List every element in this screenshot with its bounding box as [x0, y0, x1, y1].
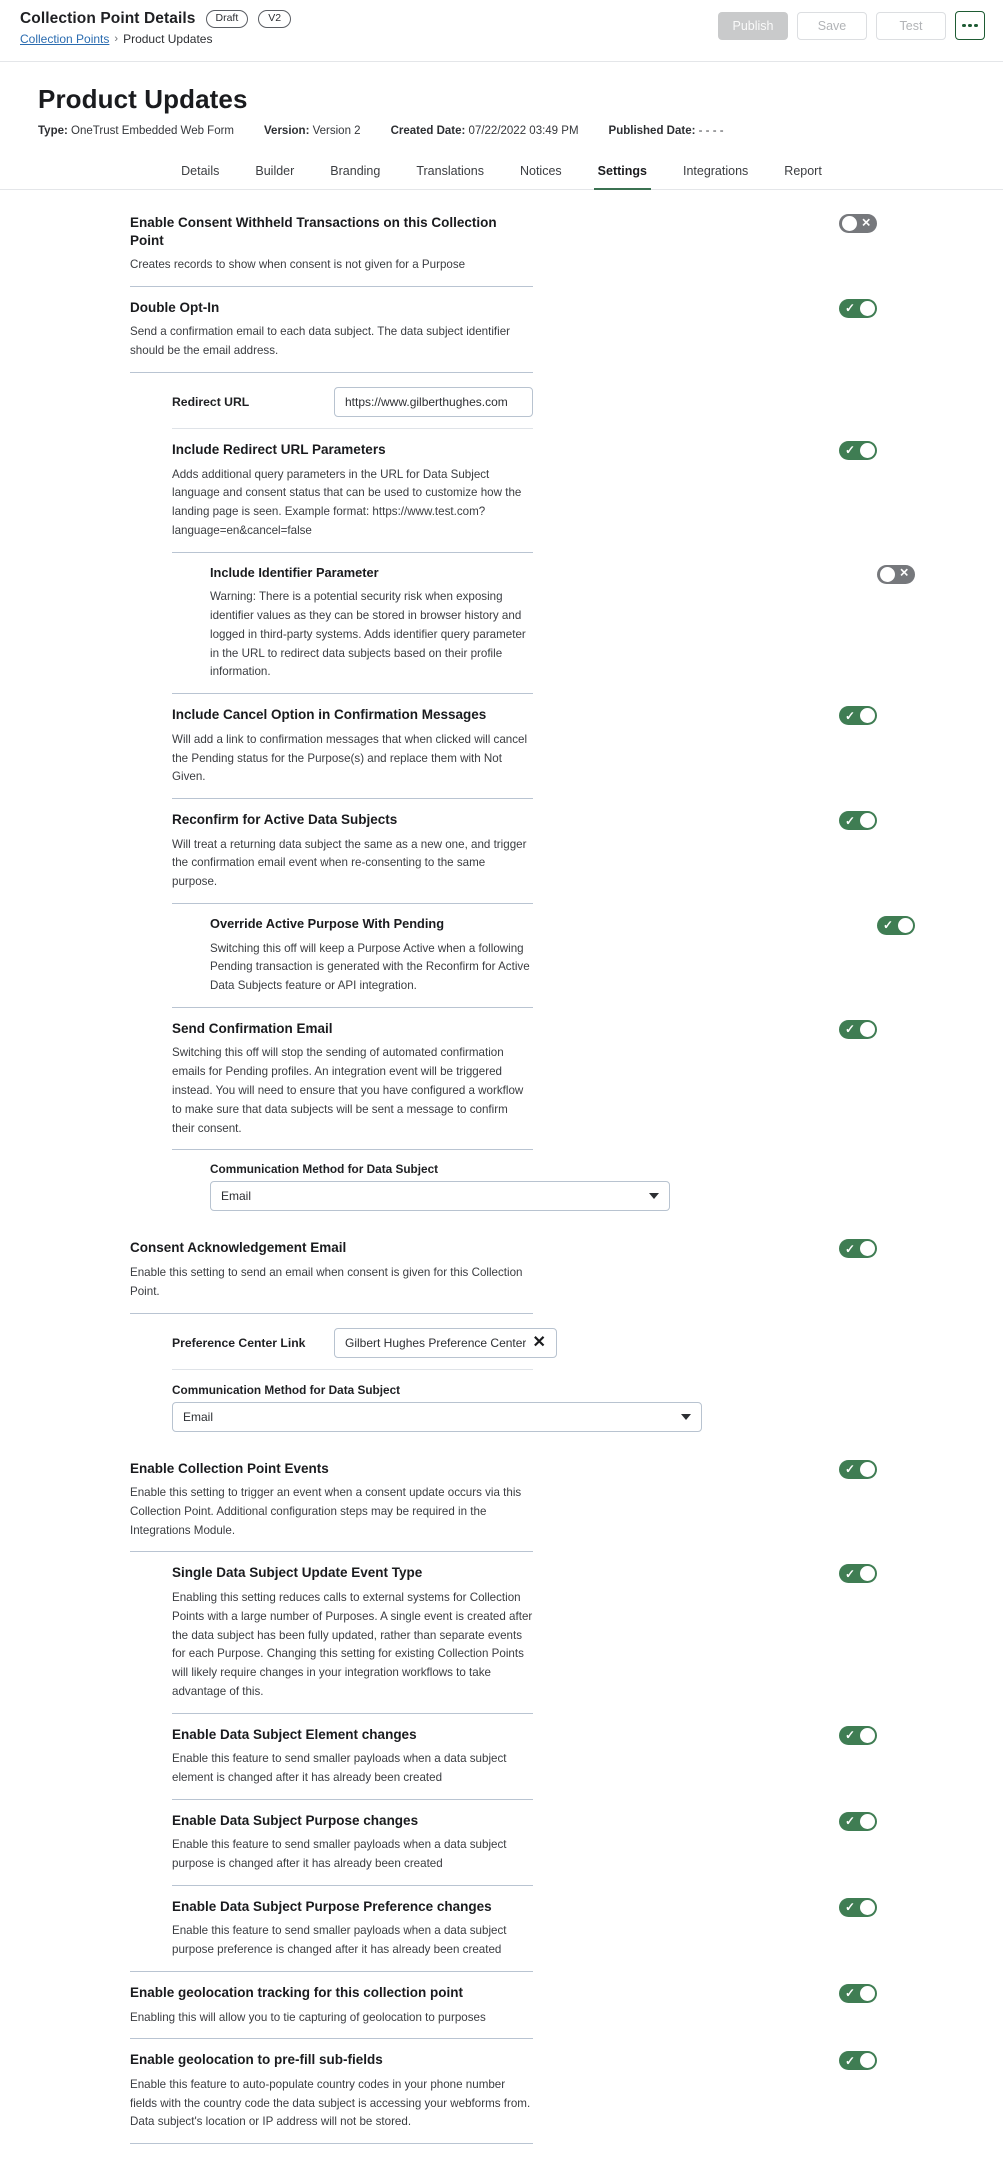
meta-type-label: Type: — [38, 125, 68, 137]
toggle-enable-geolocation-tracking[interactable] — [839, 1984, 877, 2003]
divider — [130, 286, 533, 287]
kebab-dot-icon — [974, 24, 978, 28]
setting-description: Enabling this setting reduces calls to external systems for Collection Points with a large number of Purposes. A single event is created after the data subject has been fully updated, rather than separate events for each Purpose. Changing this setting for existing Collection Points will likely require changes in your integration workflows to take advantage of this. — [172, 1590, 533, 1698]
page-metadata-row — [38, 125, 1003, 137]
toggle-knob-icon — [860, 1462, 875, 1477]
toggle-knob-icon — [860, 708, 875, 723]
setting-reconfirm-active-data-subjects — [172, 811, 856, 904]
setting-description: Enable this feature to send smaller payloads when a data subject purpose preference is changed after it has already been created — [172, 1924, 507, 1957]
setting-title: Send Confirmation Email — [172, 1020, 333, 1036]
setting-description: Send a confirmation email to each data subject. The data subject identifier should be the email address. — [130, 325, 511, 358]
toggle-enable-collection-point-events[interactable] — [839, 1460, 877, 1479]
setting-enable-data-subject-purpose-changes — [172, 1812, 856, 1886]
toggle-include-redirect-params[interactable] — [839, 441, 877, 460]
setting-enable-data-subject-purpose-preference-changes — [172, 1898, 856, 1972]
setting-title: Enable geolocation tracking for this collection point — [130, 1984, 464, 2000]
preference-center-link-input[interactable] — [334, 1328, 557, 1358]
top-bar-actions — [718, 11, 985, 40]
breadcrumb-separator-icon: › — [114, 33, 119, 46]
setting-double-opt-in — [130, 299, 856, 373]
toggle-check-icon: ✓ — [845, 813, 856, 828]
divider — [172, 798, 533, 799]
setting-single-data-subject-update-event-type — [172, 1564, 856, 1713]
communication-method-label: Communication Method for Data Subject — [172, 1382, 401, 1397]
toggle-knob-icon — [880, 567, 895, 582]
meta-type — [38, 125, 234, 137]
setting-include-redirect-params — [172, 441, 856, 553]
setting-description: Enable this feature to send smaller payloads when a data subject purpose is changed after it has already been created — [172, 1838, 507, 1871]
setting-enable-geolocation-prefill — [130, 2051, 856, 2144]
toggle-enable-data-subject-element-changes[interactable] — [839, 1726, 877, 1745]
tab-integrations[interactable]: Integrations — [682, 164, 749, 178]
divider — [130, 1971, 533, 1972]
setting-title: Single Data Subject Update Event Type — [172, 1565, 423, 1581]
divider — [172, 1369, 533, 1370]
toggle-double-opt-in[interactable] — [839, 299, 877, 318]
toggle-include-identifier-param[interactable] — [877, 565, 915, 584]
tab-notices[interactable]: Notices — [519, 164, 562, 178]
kebab-dot-icon — [962, 24, 966, 28]
page-title: Product Updates — [38, 84, 248, 114]
toggle-check-icon: ✓ — [845, 443, 856, 458]
clear-icon[interactable]: ✕ — [532, 1333, 546, 1351]
chevron-down-icon[interactable] — [681, 1414, 691, 1420]
divider — [130, 2143, 533, 2144]
toggle-knob-icon — [860, 1814, 875, 1829]
toggle-check-icon: ✓ — [845, 1728, 856, 1743]
setting-consent-withheld — [130, 214, 871, 287]
setting-description: Will add a link to confirmation messages that when clicked will cancel the Pending status for the Purpose(s) and replace them with Not Given. — [172, 732, 528, 784]
setting-description: Enable this feature to auto-populate country codes in your phone number fields with the country code the data subject is accessing your webforms from. Data subject's location or IP address will not be stored. — [130, 2077, 531, 2129]
setting-description: Warning: There is a potential security risk when exposing identifier values as they can be stored in browser history and logged in third-party systems. Adds identifier query parameter in the URL to redirect data subjects based on their profile information. — [210, 590, 526, 679]
divider — [172, 693, 533, 694]
toggle-cross-icon: ✕ — [899, 567, 909, 580]
kebab-dot-icon — [968, 24, 972, 28]
setting-title: Include Redirect URL Parameters — [172, 441, 386, 457]
toggle-consent-acknowledgement-email[interactable] — [839, 1239, 877, 1258]
communication-method-select[interactable] — [172, 1402, 702, 1432]
toggle-knob-icon — [860, 1986, 875, 2001]
divider — [130, 1551, 533, 1552]
field-preference-center-link — [172, 1328, 546, 1370]
toggle-check-icon: ✓ — [845, 2053, 856, 2068]
test-button[interactable]: Test — [876, 12, 946, 40]
divider — [172, 552, 533, 553]
toggle-knob-icon — [860, 2053, 875, 2068]
divider — [172, 1713, 533, 1714]
more-options-button[interactable] — [955, 11, 985, 40]
setting-title: Reconfirm for Active Data Subjects — [172, 812, 398, 828]
toggle-check-icon: ✓ — [845, 1900, 856, 1915]
tab-bar — [0, 155, 1003, 190]
meta-version — [264, 125, 361, 137]
toggle-include-cancel-option[interactable] — [839, 706, 877, 725]
settings-panel — [0, 190, 1003, 2164]
toggle-check-icon: ✓ — [845, 301, 856, 316]
communication-method-select[interactable] — [210, 1181, 670, 1211]
field-redirect-url — [172, 387, 533, 429]
setting-description: Enabling this will allow you to tie capturing of geolocation to purposes — [130, 2010, 486, 2024]
setting-include-identifier-param — [210, 564, 909, 695]
setting-enable-collection-point-events — [130, 1460, 856, 1553]
field-communication-method-2 — [172, 1383, 533, 1438]
toggle-check-icon: ✓ — [845, 1241, 856, 1256]
toggle-enable-data-subject-purpose-preference-changes[interactable] — [839, 1898, 877, 1917]
toggle-knob-icon — [842, 216, 857, 231]
tab-details[interactable]: Details — [181, 164, 220, 178]
top-bar — [0, 0, 1003, 62]
tab-settings[interactable]: Settings — [580, 155, 665, 189]
toggle-knob-icon — [860, 1900, 875, 1915]
redirect-url-input[interactable] — [334, 387, 533, 417]
setting-description: Enable this setting to trigger an event when a consent update occurs via this Collection Point. Additional configuration steps may be required in the Integrations Module. — [130, 1486, 522, 1537]
setting-description: Enable this setting to send an email when consent is given for this Collection Point. — [130, 1265, 523, 1298]
meta-version-value: Version 2 — [312, 125, 361, 137]
meta-published-date — [609, 125, 724, 137]
toggle-consent-withheld[interactable] — [839, 214, 877, 233]
meta-type-value: OneTrust Embedded Web Form — [71, 125, 235, 137]
meta-published-date-value: - - - - — [698, 125, 724, 137]
meta-created-date-value: 07/22/2022 03:49 PM — [468, 125, 579, 137]
communication-method-value: Email — [221, 1189, 252, 1204]
meta-version-label: Version: — [264, 125, 310, 137]
setting-description: Switching this off will stop the sending of automated confirmation emails for Pending profiles. An integration event will be triggered instead. You will need to ensure that you have configured a workflow to make sure that data subjects will be sent a message to confirm their consent. — [172, 1046, 524, 1135]
setting-description: Creates records to show when consent is not given for a Purpose — [130, 258, 466, 272]
version-badge: V2 — [258, 10, 291, 28]
toggle-check-icon: ✓ — [883, 918, 894, 933]
page-header-title: Collection Point Details — [20, 10, 196, 28]
toggle-knob-icon — [860, 813, 875, 828]
meta-created-date — [391, 125, 579, 137]
setting-enable-data-subject-element-changes — [172, 1726, 856, 1800]
tab-branding[interactable]: Branding — [330, 164, 381, 178]
setting-description: Will treat a returning data subject the same as a new one, and trigger the confirmation email event when re-consenting to the same purpose. — [172, 837, 527, 889]
setting-include-cancel-option — [172, 706, 856, 799]
toggle-knob-icon — [860, 443, 875, 458]
status-badge-draft: Draft — [206, 10, 249, 28]
toggle-knob-icon — [860, 301, 875, 316]
divider — [172, 903, 533, 904]
setting-send-confirmation-email — [172, 1020, 856, 1150]
preference-center-link-value: Gilbert Hughes Preference Center — [345, 1335, 527, 1350]
meta-created-date-label: Created Date: — [390, 125, 466, 137]
setting-description: Adds additional query parameters in the URL for Data Subject language and consent status that can be used to customize how the landing page is seen. Example format: https://www.test.com?language=en&cancel=false — [172, 467, 522, 537]
meta-published-date-label: Published Date: — [608, 125, 696, 137]
page-head — [0, 62, 1003, 137]
setting-description: Switching this off will keep a Purpose Active when a following Pending transaction is generated with the Reconfirm for Active Data Subjects feature or API integration. — [210, 941, 530, 993]
setting-title: Enable Data Subject Purpose changes — [172, 1812, 419, 1828]
toggle-check-icon: ✓ — [845, 1462, 856, 1476]
divider — [172, 1149, 533, 1150]
divider — [172, 1799, 533, 1800]
setting-enable-geolocation-tracking — [130, 1984, 856, 2039]
setting-title: Include Cancel Option in Confirmation Messages — [172, 707, 487, 723]
tab-report[interactable]: Report — [784, 164, 822, 178]
toggle-knob-icon — [860, 1241, 875, 1256]
breadcrumb-current: Product Updates — [123, 32, 213, 47]
toggle-check-icon: ✓ — [845, 708, 856, 723]
toggle-check-icon: ✓ — [845, 1814, 856, 1829]
divider — [172, 1885, 533, 1886]
divider — [130, 2038, 533, 2039]
tab-builder[interactable]: Builder — [255, 164, 295, 178]
divider — [172, 428, 533, 429]
chevron-down-icon[interactable] — [649, 1193, 659, 1199]
communication-method-label: Communication Method for Data Subject — [210, 1162, 439, 1177]
divider — [130, 372, 533, 373]
setting-title: Include Identifier Parameter — [210, 564, 379, 580]
toggle-knob-icon — [860, 1728, 875, 1743]
toggle-enable-geolocation-prefill[interactable] — [839, 2051, 877, 2070]
setting-title: Double Opt-In — [130, 299, 220, 315]
toggle-single-data-subject-update-event-type[interactable] — [839, 1564, 877, 1583]
toggle-send-confirmation-email[interactable] — [839, 1020, 877, 1039]
setting-description: Enable this feature to send smaller payloads when a data subject element is changed after it has already been created — [172, 1752, 507, 1784]
save-button[interactable]: Save — [797, 12, 867, 40]
setting-title: Override Active Purpose With Pending — [210, 915, 445, 931]
field-communication-method-1 — [210, 1162, 533, 1217]
setting-title: Enable geolocation to pre-fill sub-fields — [130, 2052, 383, 2068]
toggle-check-icon: ✓ — [845, 1566, 856, 1581]
breadcrumb-link-collection-points[interactable]: Collection Points — [20, 32, 110, 47]
toggle-override-active-purpose[interactable] — [877, 916, 915, 935]
setting-title: Enable Data Subject Purpose Preference changes — [172, 1898, 492, 1914]
redirect-url-label: Redirect URL — [172, 394, 250, 409]
communication-method-value: Email — [183, 1409, 214, 1424]
setting-title: Enable Consent Withheld Transactions on this Collection Point — [130, 215, 497, 248]
toggle-knob-icon — [860, 1566, 875, 1581]
toggle-check-icon: ✓ — [845, 1986, 856, 2001]
setting-title: Enable Collection Point Events — [130, 1460, 329, 1476]
toggle-cross-icon: ✕ — [861, 216, 871, 229]
redirect-url-value: https://www.gilberthughes.com — [345, 394, 508, 409]
divider — [130, 1313, 533, 1314]
divider — [172, 1007, 533, 1008]
setting-override-active-purpose — [210, 915, 894, 1008]
setting-consent-acknowledgement-email — [130, 1239, 856, 1313]
toggle-knob-icon — [860, 1022, 875, 1037]
publish-button[interactable]: Publish — [718, 12, 788, 40]
tab-translations[interactable]: Translations — [416, 164, 484, 178]
toggle-reconfirm-active-data-subjects[interactable] — [839, 811, 877, 830]
preference-center-link-label: Preference Center Link — [172, 1335, 306, 1350]
toggle-enable-data-subject-purpose-changes[interactable] — [839, 1812, 877, 1831]
setting-title: Consent Acknowledgement Email — [130, 1240, 347, 1256]
toggle-check-icon: ✓ — [845, 1022, 856, 1037]
setting-title: Enable Data Subject Element changes — [172, 1726, 417, 1742]
toggle-knob-icon — [898, 918, 913, 933]
